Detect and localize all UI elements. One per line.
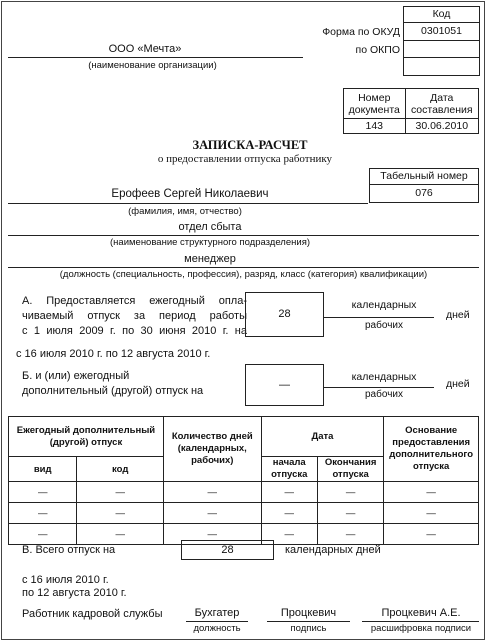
section-v-text: В. Всего отпуск на [22, 544, 116, 556]
table-cell: — [261, 503, 317, 524]
okpo-value [403, 41, 480, 58]
position-name: менеджер [184, 253, 236, 265]
organization-underline [8, 57, 303, 58]
section-b-unit-divider [324, 387, 434, 388]
section-b-line1: Б. и (или) ежегодный [22, 370, 130, 382]
section-a-unit-divider [324, 317, 434, 318]
document-date-label: Дата составления [405, 89, 478, 119]
section-a-days-box: 28 [245, 292, 324, 337]
section-a-unit-top: календарных [351, 299, 417, 311]
section-a-unit-bottom: рабочих [365, 320, 403, 331]
employee-name: Ерофеев Сергей Николаевич [111, 188, 269, 200]
tabel-value: 076 [369, 185, 479, 203]
table-cell: — [317, 482, 383, 503]
table-cell: — [384, 482, 479, 503]
section-a-line2: чиваемый отпуск за период работы [22, 310, 247, 322]
signature-label: Работник кадровой службы [22, 608, 163, 620]
okud-value: 0301051 [403, 23, 480, 41]
table-cell: — [261, 482, 317, 503]
section-v-date-from: с 16 июля 2010 г. [22, 574, 109, 586]
okpo-extra-cell [403, 58, 480, 76]
additional-leave-table [8, 416, 479, 545]
document-number-label: Номер документа [344, 89, 406, 119]
employee-name-underline [8, 203, 368, 204]
table-cell: — [317, 524, 383, 545]
table-cell: — [384, 503, 479, 524]
position-caption: (должность (специальность, профессия), разряд, класс (категория) квалификации) [59, 269, 428, 280]
form-subtitle: о предоставлении отпуска работнику [157, 153, 333, 165]
okpo-label: по ОКПО [355, 44, 400, 56]
table-cell: — [163, 482, 261, 503]
signature-decode: Процкевич А.Е. [381, 607, 461, 619]
col-start-header: начала отпуска [261, 457, 317, 482]
table-row [9, 482, 479, 503]
organization-caption: (наименование организации) [88, 60, 217, 71]
table-cell: — [261, 524, 317, 545]
position-underline [8, 267, 479, 268]
signature-decode-underline [362, 621, 479, 622]
section-b-line2: дополнительный (другой) отпуск на [22, 385, 204, 397]
col-basis-header: Основание предоставления дополнительного отпуска [384, 417, 479, 482]
section-a-line3: с 1 июля 2009 г. по 30 июня 2010 г. на [22, 325, 247, 337]
department-name: отдел сбыта [178, 221, 242, 233]
table-cell: — [77, 482, 164, 503]
okud-label: Форма по ОКУД [322, 26, 400, 38]
table-cell: — [9, 482, 77, 503]
form-title: ЗАПИСКА-РАСЧЕТ [192, 138, 308, 152]
employee-name-caption: (фамилия, имя, отчество) [128, 206, 242, 217]
section-v-unit: календарных дней [285, 544, 381, 556]
table-cell: — [9, 524, 77, 545]
section-b-days-box: — [245, 364, 324, 406]
table-cell: — [163, 524, 261, 545]
section-b-text [22, 369, 227, 399]
col-kind-header: вид [9, 457, 77, 482]
tabel-label: Табельный номер [369, 168, 479, 185]
section-b-unit-top: календарных [351, 371, 417, 383]
col-days-header: Количество дней (календарных, рабочих) [163, 417, 261, 482]
section-b-unit-right: дней [446, 378, 470, 390]
col-code-header: код [77, 457, 164, 482]
section-v-days-box: 28 [181, 540, 274, 560]
section-a-dates: с 16 июля 2010 г. по 12 августа 2010 г. [16, 348, 211, 360]
col-end-header: Окончания отпуска [317, 457, 383, 482]
code-header: Код [403, 6, 480, 23]
section-v-date-to: по 12 августа 2010 г. [22, 587, 127, 599]
signature-position-underline [186, 621, 248, 622]
col-leave-header: Ежегодный дополнительный (другой) отпуск [9, 417, 164, 457]
table-cell: — [77, 524, 164, 545]
section-a-text [22, 294, 247, 339]
table-row [9, 503, 479, 524]
section-a-line1: А. Предоставляется ежегодный опла- [22, 295, 247, 307]
signature-sign: Процкевич [280, 607, 337, 619]
table-cell: — [163, 503, 261, 524]
section-a-unit-right: дней [446, 309, 470, 321]
table-cell: — [317, 503, 383, 524]
table-cell: — [9, 503, 77, 524]
document-table [343, 88, 479, 134]
signature-position-caption: должность [193, 623, 241, 634]
signature-decode-caption: расшифровка подписи [370, 623, 472, 634]
table-cell: — [77, 503, 164, 524]
organization-name: ООО «Мечта» [108, 43, 182, 55]
signature-position: Бухгатер [194, 607, 240, 619]
section-b-unit-bottom: рабочих [365, 389, 403, 400]
document-date-value: 30.06.2010 [405, 119, 478, 134]
signature-sign-underline [267, 621, 350, 622]
department-underline [8, 235, 479, 236]
table-cell: — [384, 524, 479, 545]
document-number-value: 143 [344, 119, 406, 134]
signature-sign-caption: подпись [290, 623, 327, 634]
department-caption: (наименование структурного подразделения) [110, 237, 310, 248]
col-date-header: Дата [261, 417, 384, 457]
